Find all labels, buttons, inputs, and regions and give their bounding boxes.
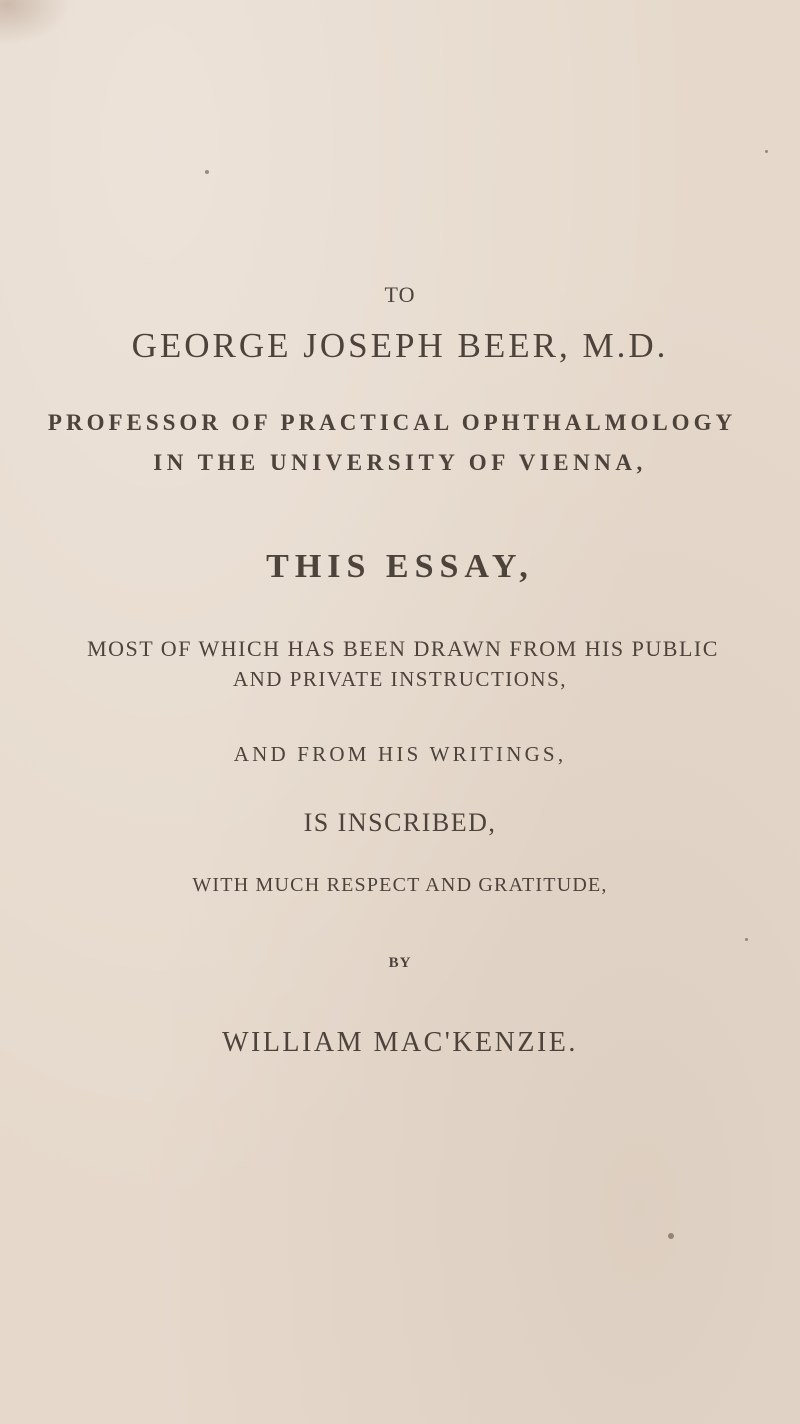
dedication-to: TO <box>384 282 416 307</box>
paper-speck <box>745 938 748 941</box>
dedication-source-line-2: AND PRIVATE INSTRUCTIONS, <box>232 667 568 691</box>
paper-speck <box>765 150 768 153</box>
dedicatee-title-line-2: IN THE UNIVERSITY OF VIENNA, <box>153 450 647 475</box>
dedication-source-line-1: MOST OF WHICH HAS BEEN DRAWN FROM HIS PUBLIC <box>87 636 719 661</box>
dedication-verb: IS INSCRIBED, <box>303 808 497 837</box>
paper-stain <box>0 0 70 45</box>
paper-speck <box>205 170 209 174</box>
author-name: WILLIAM MAC'KENZIE. <box>222 1027 578 1058</box>
dedication-by: BY <box>388 955 412 971</box>
dedicatee-name: GEORGE JOSEPH BEER, M.D. <box>131 326 669 365</box>
dedication-sentiment: WITH MUCH RESPECT AND GRATITUDE, <box>192 874 608 896</box>
dedicatee-title-line-1: PROFESSOR OF PRACTICAL OPHTHALMOLOGY <box>47 410 737 435</box>
dedication-source-line-3: AND FROM HIS WRITINGS, <box>233 742 567 766</box>
paper-speck <box>668 1233 674 1239</box>
dedication-subject: THIS ESSAY, <box>266 548 534 585</box>
